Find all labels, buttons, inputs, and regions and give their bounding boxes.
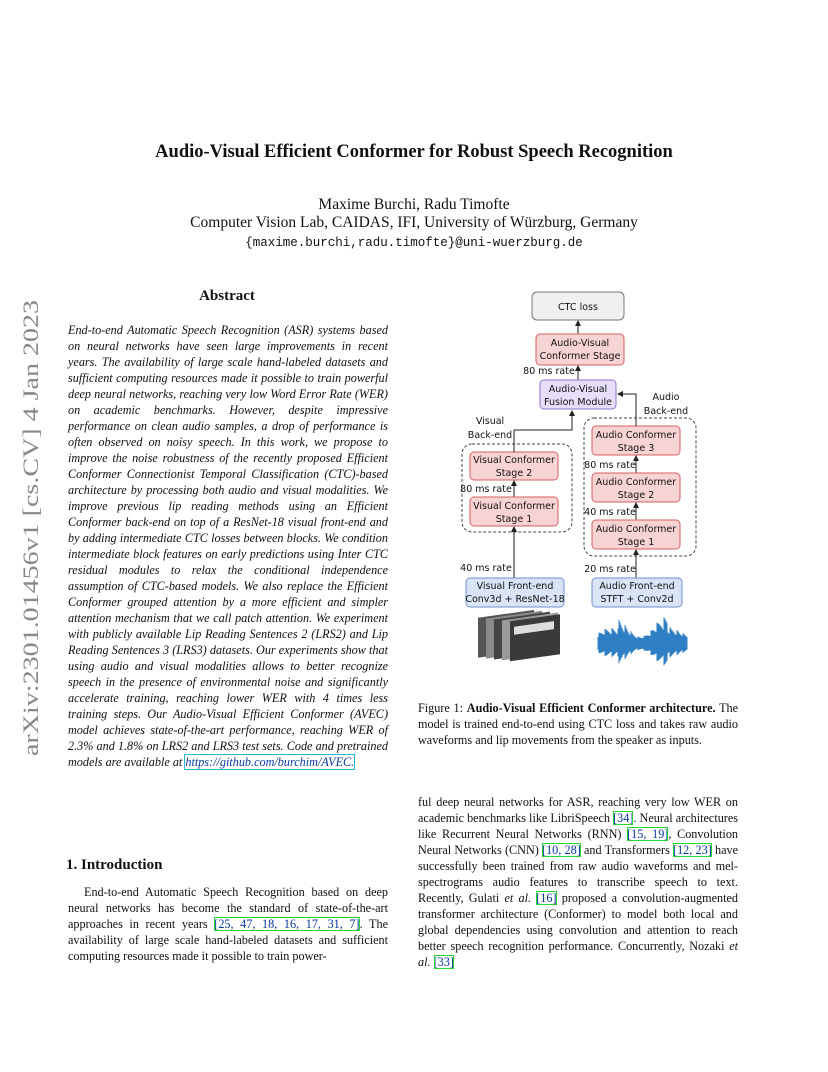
paper-title: Audio-Visual Efficient Conformer for Robust Speech Recognition xyxy=(155,142,673,162)
ac1-label-2: Stage 1 xyxy=(617,537,655,548)
visual-backend-label-2: Back-end xyxy=(467,430,513,441)
section-heading-intro: 1. Introduction xyxy=(66,857,163,873)
abstract-heading: Abstract xyxy=(199,288,255,304)
vfe-label-1: Visual Front-end xyxy=(476,581,554,592)
caption-bold: Audio-Visual Efficient Conformer architecture. xyxy=(466,701,716,715)
arrow-visual-to-fusion xyxy=(514,413,572,452)
vc1-label-1: Visual Conformer xyxy=(473,501,555,512)
arxiv-id: arXiv:2301.01456v1 [cs.CV] 4 Jan 2023 xyxy=(18,397,43,756)
ac2-label-1: Audio Conformer xyxy=(595,477,677,488)
afe-label-1: Audio Front-end xyxy=(599,581,675,592)
body-text: et al. xyxy=(418,939,738,969)
a-rate-mid: 40 ms rate xyxy=(584,507,636,518)
arrow-audio-to-fusion xyxy=(620,394,636,426)
body-text: have successfully been trained from raw audio waveforms and mel-spectrograms audio features to transcribe speech to text. Recently, Gulati xyxy=(418,843,739,905)
a-rate-top: 80 ms rate xyxy=(584,460,636,471)
citation-link[interactable]: [10, 28] xyxy=(542,843,581,857)
affiliation: Computer Vision Lab, CAIDAS, IFI, University of Würzburg, Germany xyxy=(190,214,638,231)
abstract-body xyxy=(68,322,388,770)
afe-label-2: STFT + Conv2d xyxy=(600,594,674,605)
ac3-label-1: Audio Conformer xyxy=(595,430,677,441)
body-text: . Neural architectures like Recurrent Neural Networks (RNN) xyxy=(418,811,739,841)
body-text: et al. xyxy=(504,891,532,905)
citation-link[interactable]: [34] xyxy=(613,811,634,825)
architecture-figure xyxy=(448,282,728,682)
vc1-label-2: Stage 1 xyxy=(495,514,533,525)
av-conformer-label-1: Audio-Visual xyxy=(550,338,610,349)
citation-link[interactable]: [33] xyxy=(433,955,454,969)
audio-backend-label-2: Back-end xyxy=(643,406,689,417)
code-link[interactable]: https://github.com/burchim/AVEC. xyxy=(185,755,355,769)
lip-frames-image xyxy=(478,610,560,661)
citation-link[interactable]: [16] xyxy=(536,891,557,905)
intro-text: End-to-end Automatic Speech Recognition based on deep neural networks has become the standard of state-of-the-art approaches in recent years xyxy=(68,885,388,931)
v-rate-mid: 80 ms rate xyxy=(460,484,512,495)
emails: {maxime.burchi,radu.timofte}@uni-wuerzburg.de xyxy=(245,236,583,250)
vc2-label-2: Stage 2 xyxy=(495,468,533,479)
caption-text: The model is trained end-to-end using CTC loss and takes raw audio waveforms and lip movements from the speaker as inputs. xyxy=(418,701,739,747)
caption-label: Figure 1: xyxy=(418,701,464,715)
av-conformer-label-2: Conformer Stage xyxy=(539,351,621,362)
abstract-text: End-to-end Automatic Speech Recognition (ASR) systems based on neural networks have seen large improvements in recent years. The availability of large scale hand-labeled datasets and sufficient computing resources made it possible to train powerful deep neural networks, reaching very low Word Error Rate (WER) on academic benchmarks. However, despite impressive performance on clean audio samples, a drop of performance is often observed on noisy speech. In this work, we propose to improve the noise robustness of the recently proposed Efficient Conformer Connectionist Temporal Classification (CTC)-based architecture by processing both audio and visual modalities. We improve previous lip reading methods using an Efficient Conformer back-end on top of a ResNet-18 visual front-end and by adding intermediate CTC losses between blocks. We condition intermediate block features on early predictions using Inter CTC residual modules to relax the conditional independence assumption of CTC-based models. We also replace the Efficient Conformer grouped attention by a more efficient and simpler attention mechanism that we call patch attention. We experiment with publicly available Lip Reading Sentences 2 (LRS2) and Lip Reading Sentences 3 (LRS3) datasets. Our experiments show that using audio and visual modalities allows to better recognize speech in the presence of environmental noise and significantly accelerate training, reaching lower WER with 4 times less training steps. Our Audio-Visual Efficient Conformer (AVEC) model achieves state-of-the-art performance, reaching WER of 2.3% and 1.8% on LRS2 and LRS3 test sets. Code and pretrained models are available at xyxy=(68,323,388,769)
citation-link[interactable]: [25, 47, 18, 16, 17, 31, 7] xyxy=(214,917,360,931)
body-text: and Transformers xyxy=(584,843,670,857)
citation-link[interactable]: [12, 23] xyxy=(673,843,712,857)
vfe-label-2: Conv3d + ResNet-18 xyxy=(465,594,565,605)
intro-text-rest: . The availability of large scale hand-labeled datasets and sufficient computing resources made it possible to train power- xyxy=(68,917,389,963)
figure-caption xyxy=(418,700,738,748)
ctc-loss-label: CTC loss xyxy=(558,302,598,313)
v-rate-bottom: 40 ms rate xyxy=(460,563,512,574)
citation-link[interactable]: [15, 19] xyxy=(627,827,669,841)
body-text: proposed a convolution-augmented transformer architecture (Conformer) to model both local and global dependencies using convolution and attention to reach better speech recognition performance. Concurrently, Nozaki xyxy=(418,891,739,953)
body-text: , Convolution Neural Networks (CNN) xyxy=(418,827,739,857)
rate-label-top: 80 ms rate xyxy=(523,366,575,377)
ac1-label-1: Audio Conformer xyxy=(595,524,677,535)
visual-backend-label-1: Visual xyxy=(475,416,505,427)
ac2-label-2: Stage 2 xyxy=(617,490,655,501)
fusion-label-1: Audio-Visual xyxy=(548,384,608,395)
body-text: ful deep neural networks for ASR, reaching very low WER on academic benchmarks like LibriSpeech xyxy=(418,795,738,825)
a-rate-bottom: 20 ms rate xyxy=(584,564,636,575)
audio-backend-label-1: Audio xyxy=(652,392,680,403)
intro-paragraph xyxy=(68,884,388,964)
authors: Maxime Burchi, Radu Timofte xyxy=(318,196,510,213)
ac3-label-2: Stage 3 xyxy=(617,443,655,454)
fusion-label-2: Fusion Module xyxy=(544,397,612,408)
vc2-label-1: Visual Conformer xyxy=(473,455,555,466)
right-column-paragraph xyxy=(418,794,738,970)
arxiv-stamp xyxy=(14,298,46,758)
audio-waveform-image xyxy=(598,617,687,665)
